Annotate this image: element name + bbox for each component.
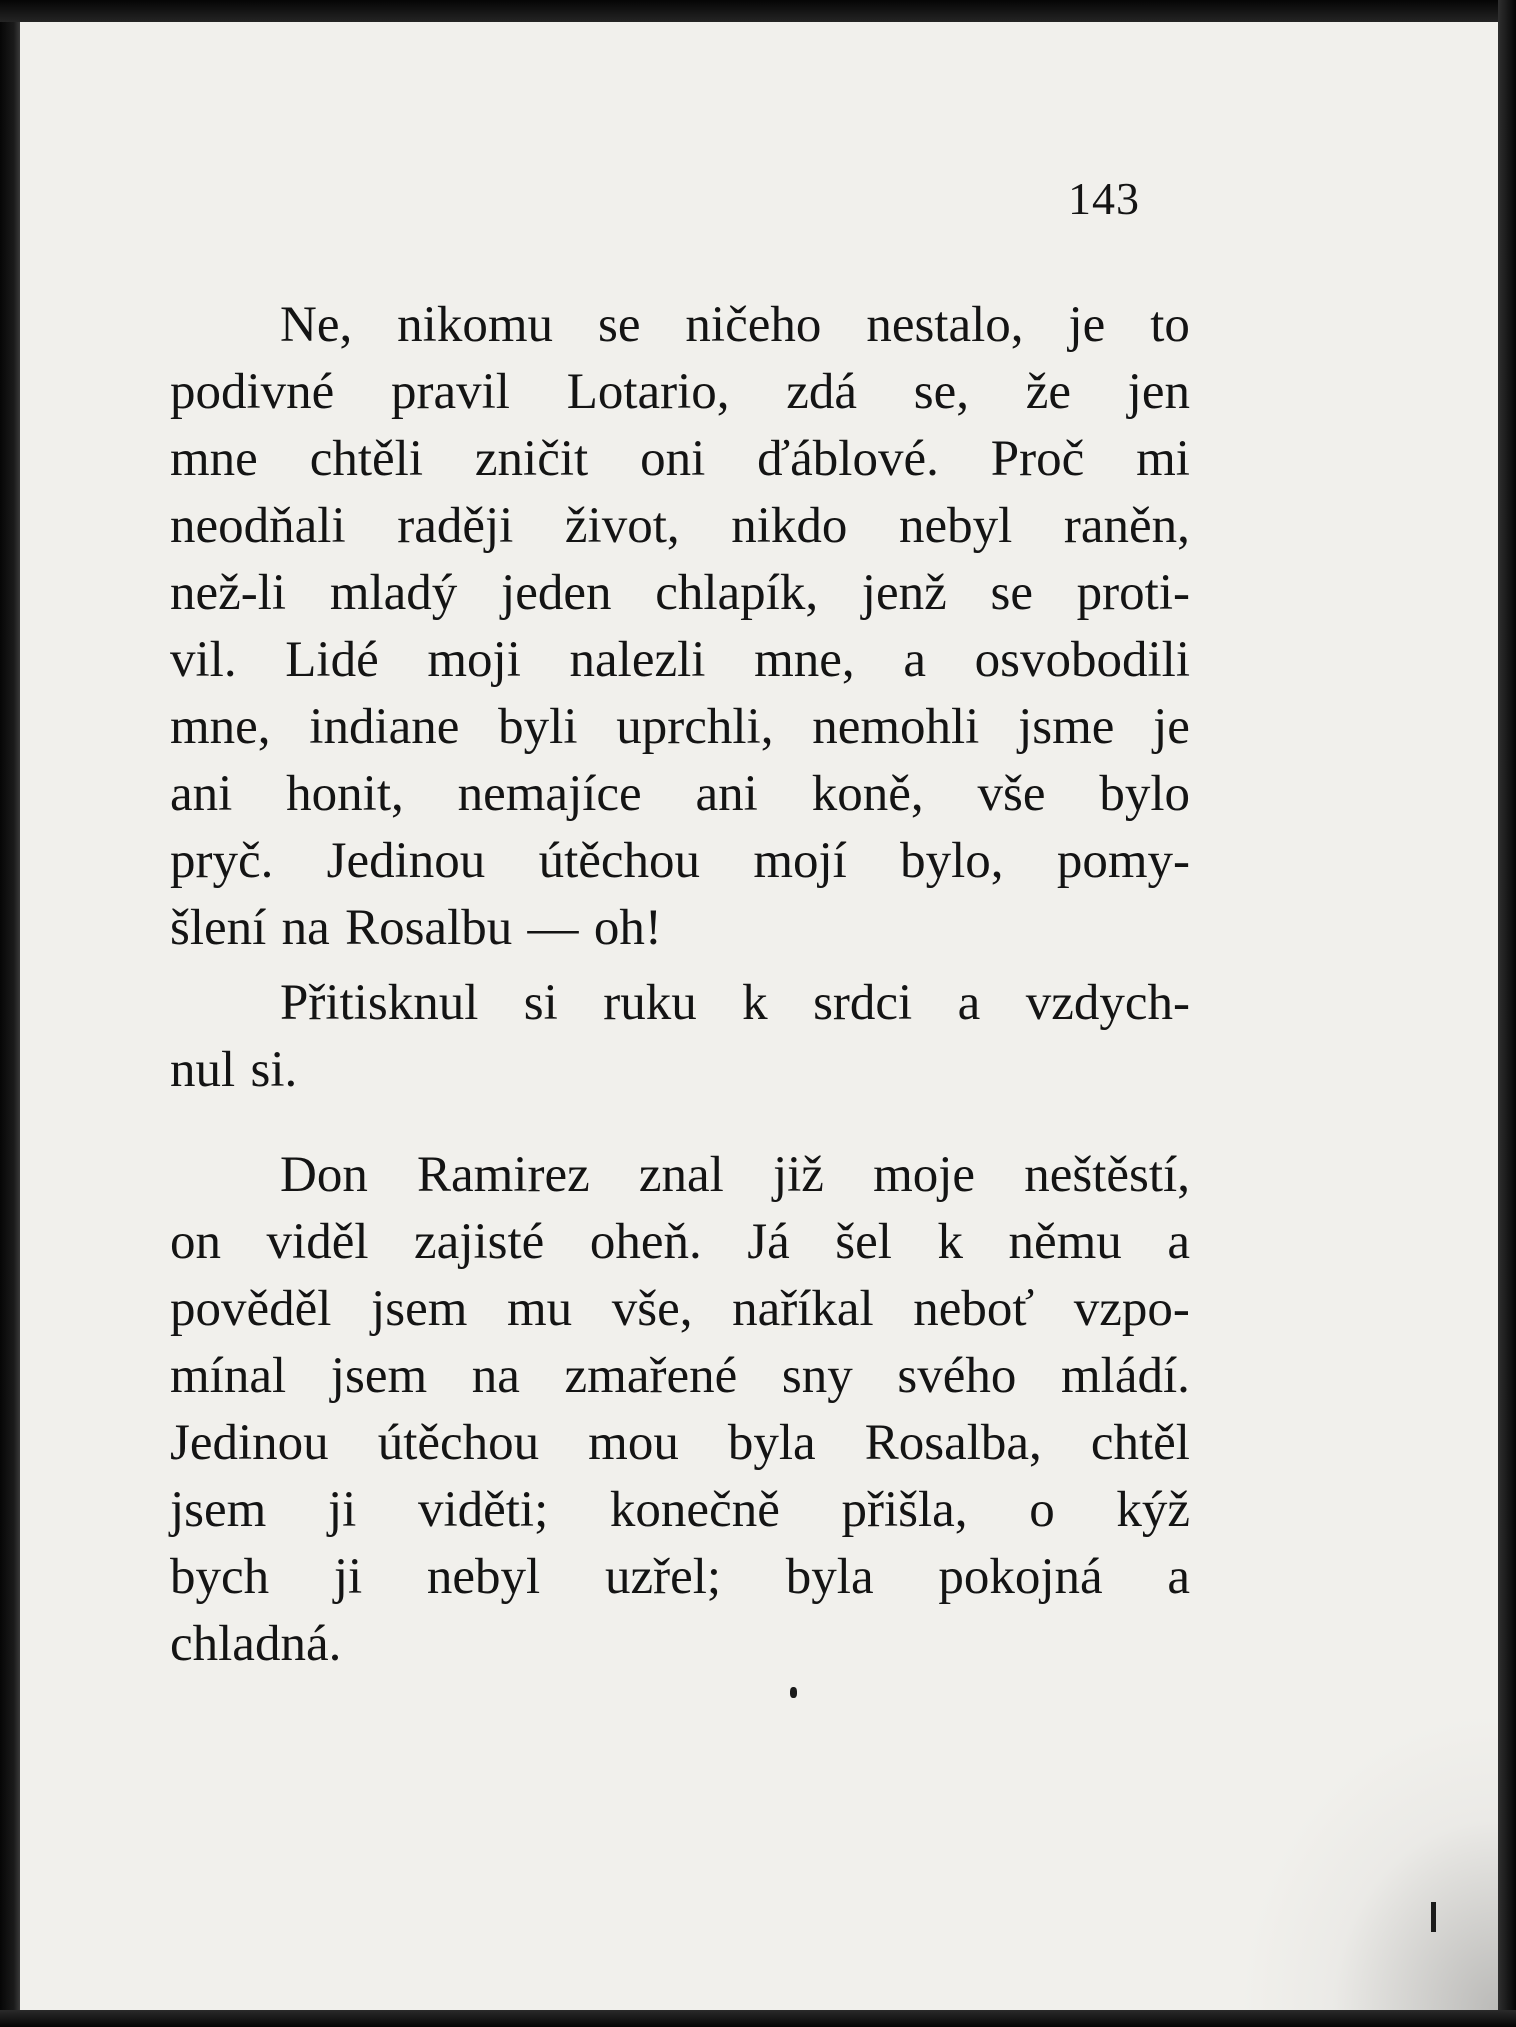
word: koně, bbox=[811, 766, 924, 822]
paragraph-3 bbox=[170, 1142, 1190, 1678]
word: mladý bbox=[329, 565, 458, 621]
text-line bbox=[170, 1209, 1190, 1276]
word: neboť bbox=[913, 1281, 1035, 1337]
word: zničit bbox=[474, 431, 589, 487]
word: Já bbox=[747, 1214, 790, 1270]
text-line bbox=[170, 493, 1190, 560]
word: oheň. bbox=[589, 1214, 702, 1270]
word: se bbox=[990, 565, 1033, 621]
word: mínal bbox=[170, 1348, 287, 1404]
word: moji bbox=[427, 632, 521, 688]
word: ani bbox=[170, 766, 233, 822]
word: Proč bbox=[990, 431, 1085, 487]
word: mi bbox=[1136, 431, 1190, 487]
word: již bbox=[772, 1147, 824, 1203]
word: a bbox=[1167, 1549, 1190, 1605]
word: nemohli bbox=[812, 699, 980, 755]
word: proti- bbox=[1076, 565, 1190, 621]
word: jenž bbox=[861, 565, 947, 621]
word: mne, bbox=[170, 699, 271, 755]
word: němu bbox=[1008, 1214, 1122, 1270]
word: chlapík, bbox=[655, 565, 819, 621]
word: on bbox=[170, 1214, 221, 1270]
word: vše, bbox=[611, 1281, 693, 1337]
word: nikdo bbox=[731, 498, 848, 554]
word: ani bbox=[695, 766, 758, 822]
word: Rosalbu bbox=[345, 900, 513, 956]
word: podivné bbox=[170, 364, 335, 420]
word: bych bbox=[170, 1549, 270, 1605]
word: o bbox=[1029, 1482, 1055, 1538]
word: na bbox=[281, 900, 330, 956]
word: svého bbox=[897, 1348, 1017, 1404]
word: zajisté bbox=[414, 1214, 545, 1270]
word: útěchou bbox=[377, 1415, 540, 1471]
word: Rosalba, bbox=[864, 1415, 1042, 1471]
word: si. bbox=[250, 1042, 298, 1098]
text-line bbox=[170, 828, 1190, 895]
word: chtěl bbox=[1090, 1415, 1190, 1471]
word: si bbox=[523, 975, 558, 1031]
scan-bottom-border bbox=[0, 2010, 1516, 2027]
word: zdá bbox=[786, 364, 858, 420]
word: mládí. bbox=[1061, 1348, 1190, 1404]
word: zmařené bbox=[564, 1348, 738, 1404]
word: ničeho bbox=[685, 297, 822, 353]
word: je bbox=[1153, 699, 1190, 755]
text-line bbox=[170, 1037, 1190, 1104]
text-line bbox=[170, 1611, 1190, 1678]
text-line bbox=[170, 895, 1190, 962]
word: vzpo- bbox=[1073, 1281, 1190, 1337]
word: útěchou bbox=[538, 833, 701, 889]
page-number: 143 bbox=[1068, 173, 1140, 224]
scan-left-border bbox=[0, 0, 20, 2027]
word: Ne, bbox=[280, 297, 353, 353]
text-line bbox=[170, 292, 1190, 359]
text-line bbox=[170, 970, 1190, 1037]
word: a bbox=[957, 975, 981, 1031]
word: je bbox=[1068, 297, 1106, 353]
word: k bbox=[937, 1214, 963, 1270]
word: ďáblové. bbox=[757, 431, 939, 487]
scan-right-border bbox=[1498, 0, 1516, 2027]
text-line bbox=[170, 1142, 1190, 1209]
word: konečně bbox=[609, 1482, 780, 1538]
word: oni bbox=[640, 431, 706, 487]
text-line bbox=[170, 560, 1190, 627]
word: bylo bbox=[1099, 766, 1190, 822]
word: šlení bbox=[170, 900, 267, 956]
text-line bbox=[170, 627, 1190, 694]
word: raněn, bbox=[1063, 498, 1190, 554]
word: Don bbox=[280, 1147, 368, 1203]
word: k bbox=[742, 975, 768, 1031]
word: šel bbox=[835, 1214, 892, 1270]
word: a bbox=[903, 632, 926, 688]
word: kýž bbox=[1116, 1482, 1190, 1538]
paragraph-2 bbox=[170, 970, 1190, 1104]
word: mne, bbox=[754, 632, 855, 688]
ink-mark bbox=[1431, 1902, 1436, 1932]
word: znal bbox=[638, 1147, 724, 1203]
text-line bbox=[170, 1276, 1190, 1343]
word: srdci bbox=[813, 975, 913, 1031]
text-line bbox=[170, 426, 1190, 493]
word: oh! bbox=[593, 900, 662, 956]
word: Lidé bbox=[285, 632, 379, 688]
word: chtěli bbox=[309, 431, 423, 487]
word: naříkal bbox=[732, 1281, 874, 1337]
word: sny bbox=[781, 1348, 853, 1404]
text-line bbox=[170, 1343, 1190, 1410]
word: Lotario, bbox=[566, 364, 730, 420]
word: mojí bbox=[753, 833, 847, 889]
word: — bbox=[527, 900, 579, 956]
word: vzdych- bbox=[1025, 975, 1190, 1031]
text-line bbox=[170, 694, 1190, 761]
word: osvobodili bbox=[974, 632, 1190, 688]
word: ruku bbox=[603, 975, 697, 1031]
word: neštěstí, bbox=[1024, 1147, 1190, 1203]
word: pokojná bbox=[938, 1549, 1103, 1605]
word: honit, bbox=[286, 766, 404, 822]
text-line bbox=[170, 359, 1190, 426]
word: ji bbox=[327, 1482, 357, 1538]
word: Ramirez bbox=[416, 1147, 590, 1203]
word: Jedinou bbox=[326, 833, 486, 889]
word: byli bbox=[498, 699, 578, 755]
word: uprchli, bbox=[616, 699, 774, 755]
word: jsem bbox=[170, 1482, 267, 1538]
page-stain bbox=[1238, 1710, 1498, 2010]
word: pověděl bbox=[170, 1281, 332, 1337]
word: mne bbox=[170, 431, 258, 487]
word: jeden bbox=[501, 565, 612, 621]
word: pryč. bbox=[170, 833, 274, 889]
word: vil. bbox=[170, 632, 237, 688]
word: že bbox=[1025, 364, 1071, 420]
word: přišla, bbox=[841, 1482, 968, 1538]
text-line bbox=[170, 1544, 1190, 1611]
word: mu bbox=[506, 1281, 573, 1337]
word: Přitisknul bbox=[280, 975, 479, 1031]
word: jsem bbox=[371, 1281, 468, 1337]
word: byla bbox=[785, 1549, 874, 1605]
word: a bbox=[1167, 1214, 1190, 1270]
ink-speck bbox=[790, 1687, 797, 1698]
word: nebyl bbox=[899, 498, 1013, 554]
word: pravil bbox=[391, 364, 510, 420]
word: byla bbox=[727, 1415, 816, 1471]
text-line bbox=[170, 1410, 1190, 1477]
word: se bbox=[597, 297, 641, 353]
text-line bbox=[170, 761, 1190, 828]
word: moje bbox=[873, 1147, 976, 1203]
word: nikomu bbox=[397, 297, 554, 353]
word: indiane bbox=[309, 699, 460, 755]
book-page bbox=[20, 22, 1498, 2010]
word: jsme bbox=[1018, 699, 1115, 755]
word: vše bbox=[977, 766, 1046, 822]
word: jen bbox=[1127, 364, 1190, 420]
word: se, bbox=[913, 364, 969, 420]
word: viděl bbox=[266, 1214, 369, 1270]
word: neodňali bbox=[170, 498, 346, 554]
word: na bbox=[471, 1348, 520, 1404]
word: pomy- bbox=[1056, 833, 1190, 889]
paragraph-1 bbox=[170, 292, 1190, 962]
word: nebyl bbox=[426, 1549, 541, 1605]
word: ji bbox=[333, 1549, 363, 1605]
word: než-li bbox=[170, 565, 287, 621]
word: uzřel; bbox=[604, 1549, 722, 1605]
word: nemajíce bbox=[457, 766, 642, 822]
word: život, bbox=[564, 498, 680, 554]
word: bylo, bbox=[900, 833, 1004, 889]
word: chladná. bbox=[170, 1616, 342, 1672]
word: to bbox=[1150, 297, 1190, 353]
text-line bbox=[170, 1477, 1190, 1544]
scan-top-border bbox=[0, 0, 1516, 22]
word: raději bbox=[397, 498, 514, 554]
word: nul bbox=[170, 1042, 236, 1098]
word: nalezli bbox=[569, 632, 706, 688]
word: viděti; bbox=[417, 1482, 549, 1538]
word: nestalo, bbox=[866, 297, 1024, 353]
word: jsem bbox=[330, 1348, 428, 1404]
word: mou bbox=[588, 1415, 679, 1471]
word: Jedinou bbox=[170, 1415, 329, 1471]
